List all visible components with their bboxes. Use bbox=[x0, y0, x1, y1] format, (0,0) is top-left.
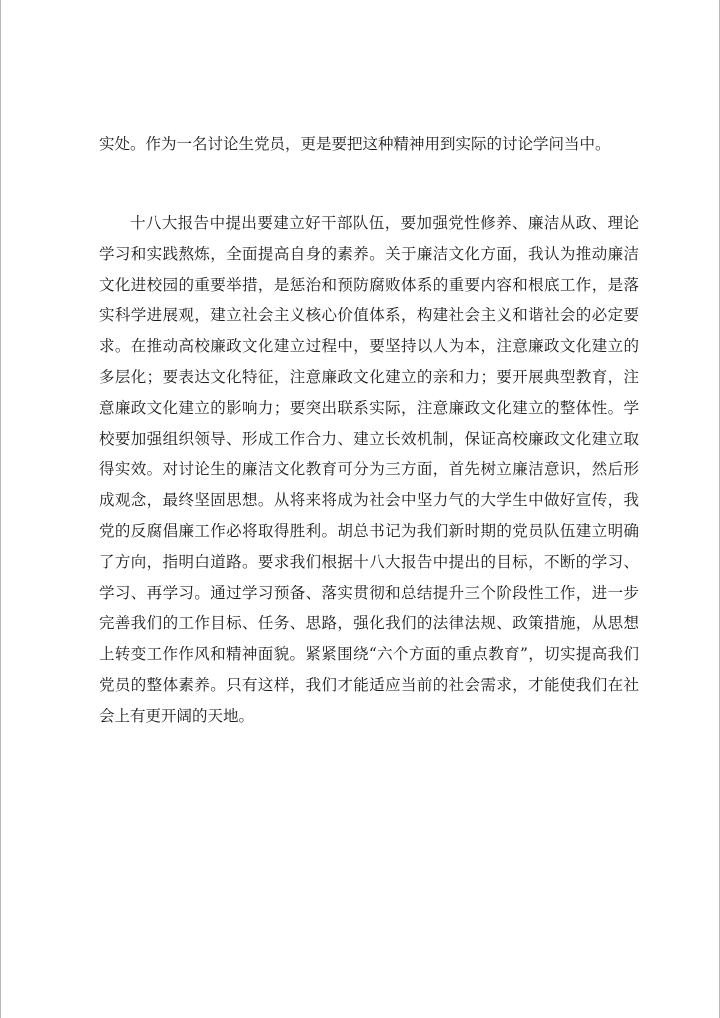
paragraph-continuation: 实处。作为一名讨论生党员，更是要把这种精神用到实际的讨论学问当中。 bbox=[99, 135, 611, 153]
paragraph-body: 十八大报告中提出要建立好干部队伍，要加强党性修养、廉洁从政、理论学习和实践熬炼，全面提高自身的素养。关于廉洁文化方面，我认为推动廉洁文化进校园的重要举措，是惩治和预防腐败体系的重要内容和根底工作，是落实科学进展观，建立社会主义核心价值体系，构建社会主义和谐社会的必定要求。在推动高校廉政文化建立过程中，要坚持以人为本，注意廉政文化建立的多层化；要表达文化特征，注意廉政文化建立的亲和力；要开展典型教育，注意廉政文化建立的影响力；要突出联系实际，注意廉政文化建立的整体性。学校要加强组织领导、形成工作合力、建立长效机制，保证高校廉政文化建立取得实效。对讨论生的廉洁文化教育可分为三方面，首先树立廉洁意识，然后形成观念，最终坚固思想。从将来将成为社会中坚力气的大学生中做好宣传，我党的反腐倡廉工作必将取得胜利。胡总书记为我们新时期的党员队伍建立明确了方向，指明白道路。要求我们根据十八大报告中提出的目标，不断的学习、学习、再学习。通过学习预备、落实贯彻和总结提升三个阶段性工作，进一步完善我们的工作目标、任务、思路，强化我们的法律法规、政策措施，从思想上转变工作作风和精神面貌。紧紧围绕“六个方面的重点教育”，切实提高我们党员的整体素养。只有这样，我们才能适应当前的社会需求，才能使我们在社会上有更开阔的天地。 bbox=[99, 214, 639, 725]
